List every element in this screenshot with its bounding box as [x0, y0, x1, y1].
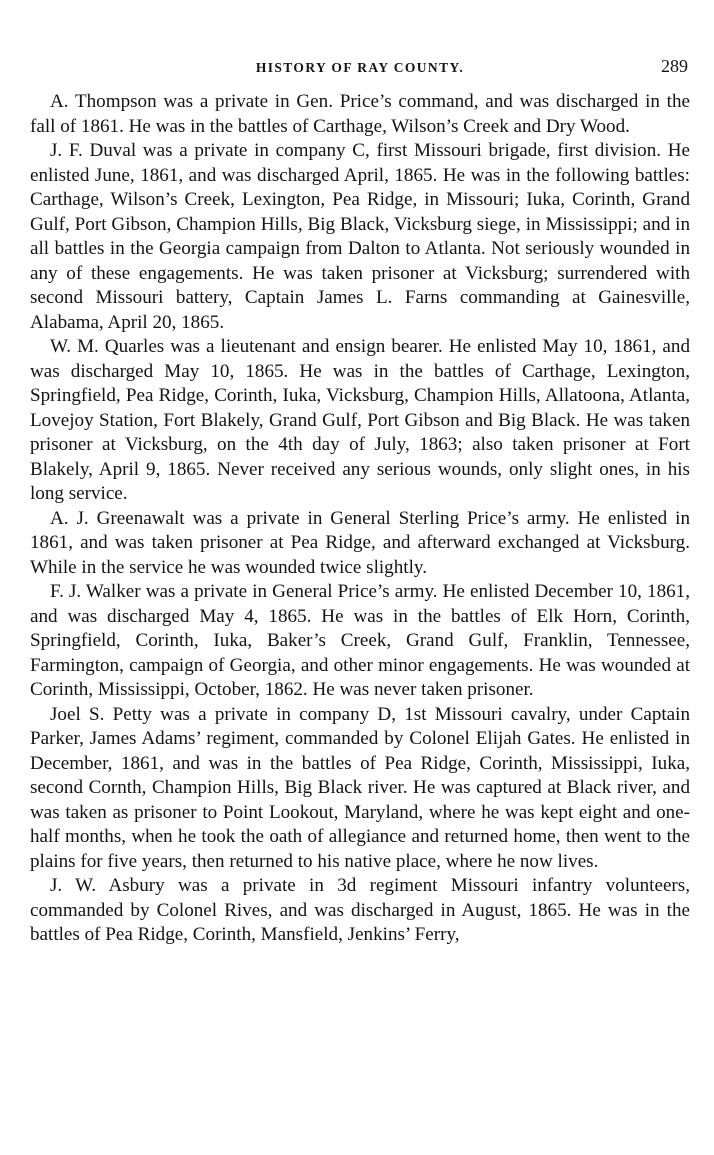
running-title: HISTORY OF RAY COUNTY.	[255, 60, 465, 75]
entry-petty: Joel S. Petty was a private in company D, 1st Missouri cavalry, under Captain Parker, James Adams’ regiment, commanded by Colonel Elijah Gates. He enlisted in December, 1861, and was in the battles of Pea Ridge, Corinth, Mississippi, Iuka, second Cornth, Champion Hills, Big Black river. He was captured at Black river, and was taken as prisoner to Point Lookout, Maryland, where he was kept eight and one-half months, when he took the oath of allegiance and returned home, then went to the plains for five years, then returned to his native place, where he now lives.	[30, 703, 690, 872]
entry-quarles: W. M. Quarles was a lieutenant and ensign bearer. He enlisted May 10, 1861, and was discharged May 10, 1865. He was in the battles of Carthage, Lexington, Springfield, Pea Ridge, Corinth, Iuka, Vicksburg, Champion Hills, Allatoona, Atlanta, Lovejoy Station, Fort Blakely, Grand Gulf, Port Gibson and Big Black. He was taken prisoner at Vicksburg, on the 4th day of July, 1863; also taken prisoner at Fort Blakely, April 9, 1865. Never received any serious wounds, only slight ones, in his long service.	[30, 336, 690, 504]
entry-greenawalt: A. J. Greenawalt was a private in General Sterling Price’s army. He enlisted in 1861, and was taken prisoner at Pea Ridge, and afterward exchanged at Vicksburg. While in the service he was wounded twice slightly.	[30, 507, 690, 578]
book-page	[30, 56, 690, 948]
page-number: 289	[661, 56, 688, 76]
entry-thompson: A. Thompson was a private in Gen. Price’s command, and was discharged in the fall of 1861. He was in the battles of Carthage, Wilson’s Creek and Dry Wood.	[30, 91, 690, 137]
entry-asbury: J. W. Asbury was a private in 3d regiment Missouri infantry volunteers, commanded by Colonel Rives, and was discharged in August, 1865. He was in the battles of Pea Ridge, Corinth, Mansfield, Jenkins’ Ferry,	[30, 875, 690, 945]
entry-walker: F. J. Walker was a private in General Price’s army. He enlisted December 10, 1861, and was discharged May 4, 1865. He was in the battles of Elk Horn, Corinth, Springfield, Corinth, Iuka, Baker’s Creek, Grand Gulf, Franklin, Tennessee, Farmington, campaign of Georgia, and other minor engagements. He was wounded at Corinth, Mississippi, October, 1862. He was never taken prisoner.	[30, 581, 690, 700]
running-head	[30, 56, 690, 82]
entry-duval: J. F. Duval was a private in company C, first Missouri brigade, first division. He enlisted June, 1861, and was discharged April, 1865. He was in the following battles: Carthage, Wilson’s Creek, Lexington, Pea Ridge, in Missouri; Iuka, Corinth, Grand Gulf, Port Gibson, Champion Hills, Big Black, Vicksburg siege, in Mississippi; and in all battles in the Georgia campaign from Dalton to Atlanta. Not seriously wounded in any of these engagements. He was taken prisoner at Vicksburg; surrendered with second Missouri battery, Captain James L. Farns commanding at Gainesville, Alabama, April 20, 1865.	[30, 140, 690, 333]
